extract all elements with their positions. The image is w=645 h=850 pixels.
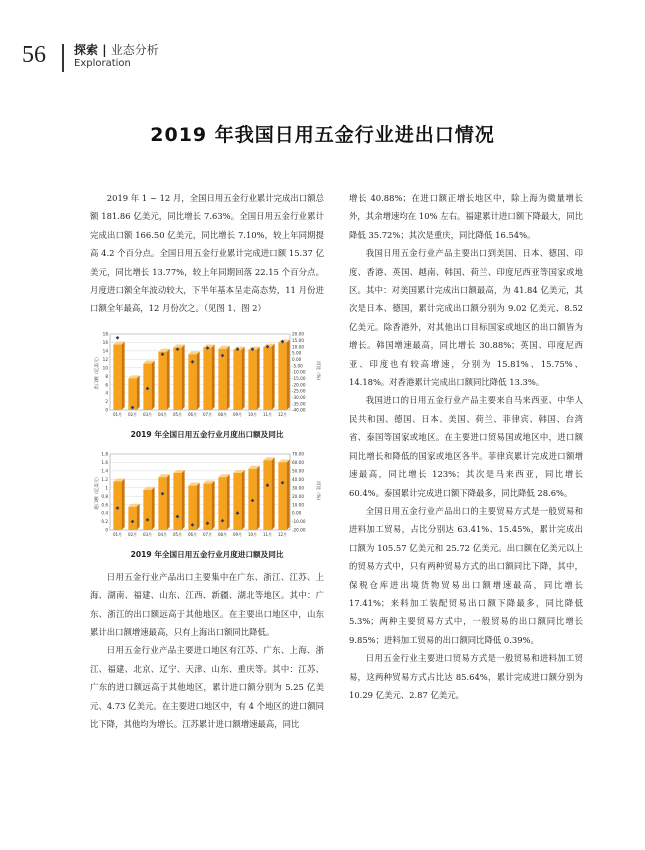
y-tick-label: 1.8: [101, 451, 108, 457]
bar-side: [182, 344, 185, 409]
y2-tick-label: 5.00: [292, 350, 302, 356]
paragraph: 日用五金行业主要进口贸易方式是一般贸易和进料加工贸易，这两种贸易方式占比达 85.64%，累计完成进口额分别为 10.29 亿美元、2.87 亿美元。: [349, 653, 583, 700]
chart-caption: 2019 年全国日用五金行业月度进口额及同比: [130, 549, 284, 559]
bar-side: [212, 480, 215, 529]
y-axis-title: 进口额（亿美元）: [95, 474, 100, 510]
header-divider: [62, 44, 64, 72]
y-tick-label: 1.2: [101, 476, 108, 482]
y2-tick-label: 15.00: [292, 337, 304, 343]
bar-side: [152, 360, 155, 409]
y-tick-label: 4: [105, 390, 108, 396]
bar-side: [137, 504, 140, 530]
bar: [263, 347, 271, 410]
x-tick-label: 05月: [172, 411, 183, 417]
y2-tick-label: 10.00: [292, 344, 304, 350]
paragraph: 日用五金行业产品主要进口地区有江苏、广东、上海、浙江、福建、北京、辽宁、天津、山东、重庆等。其中：江苏、广东的进口额远高于其他地区，累计进口额分别为 5.25 亿美元、4.73 亿美元。在主要进口地区中，有 4 个地区的进口额同比下降，其他均为增长。江苏累计进口额增速最高，同比: [90, 645, 324, 730]
bar-side: [287, 459, 290, 530]
y2-tick-label: 60.00: [292, 459, 304, 465]
bar-side: [167, 474, 170, 530]
bar-side: [287, 339, 290, 410]
paragraph: 2019 年 1 ~ 12 月，全国日用五金行业累计完成出口额总额 181.86 亿美元，同比增长 7.63%。全国日用五金行业累计完成出口额 166.50 亿美元，同比增长 7.10%，较上年同期提高 4.2 个百分点。全国日用五金行业累计完成进口额 15.37 亿美元，同比增长 13.77%，较上年同期回落 22.15 个百分点。月度进口额全年波动较大，下半年基本呈走高态势，11 月份进口额全年最高，12 月份次之。（见图 1、图 2）: [90, 193, 324, 314]
bar: [233, 473, 241, 530]
x-tick-label: 03月: [142, 531, 153, 537]
bar-side: [227, 474, 230, 530]
bar: [128, 507, 136, 530]
y2-tick-label: 30.00: [292, 485, 304, 491]
bar-side: [152, 487, 155, 530]
bar-side: [197, 483, 200, 530]
x-tick-label: 03月: [142, 411, 153, 417]
x-tick-label: 02月: [127, 531, 138, 537]
bar-side: [122, 341, 125, 409]
y2-tick-label: 40.00: [292, 476, 304, 482]
y-tick-label: 12: [102, 356, 108, 362]
bar: [128, 378, 136, 410]
y-tick-label: 8: [105, 373, 108, 379]
y2-tick-label: 20.00: [292, 331, 304, 337]
x-tick-label: 04月: [157, 411, 168, 417]
bar-side: [272, 344, 275, 410]
y-tick-label: 1.6: [101, 459, 108, 465]
y-tick-label: 0.6: [101, 502, 108, 508]
bar-side: [197, 351, 200, 410]
y-tick-label: 14: [102, 348, 108, 354]
bar: [203, 347, 211, 409]
bar: [233, 349, 241, 409]
x-tick-label: 04月: [157, 531, 168, 537]
bar-side: [272, 457, 275, 530]
section-name: 探索: [74, 43, 99, 57]
y2-tick-label: -15.00: [292, 375, 306, 381]
y-axis-title: 出口额（亿美元）: [95, 354, 100, 390]
left-column: [90, 189, 324, 734]
x-tick-label: 08月: [217, 531, 228, 537]
bar-side: [242, 346, 245, 409]
x-tick-label: 09月: [232, 411, 243, 417]
bar-side: [227, 346, 230, 410]
y-tick-label: 10: [102, 365, 108, 371]
y2-tick-label: -5.00: [292, 363, 303, 369]
x-tick-label: 08月: [217, 411, 228, 417]
x-tick-label: 09月: [232, 531, 243, 537]
bar-side: [257, 466, 260, 530]
y-tick-label: 2: [105, 398, 108, 404]
right-column: [349, 189, 583, 704]
y-tick-label: 0.2: [101, 518, 108, 524]
x-tick-label: 06月: [187, 411, 198, 417]
y-tick-label: 6: [105, 382, 108, 388]
subsection-name: 业态分析: [110, 43, 159, 57]
paragraph: 日用五金行业产品出口主要集中在广东、浙江、江苏、上海、湖南、福建、山东、江西、新疆、湖北等地区。其中：广东、浙江的出口额远高于其他地区。在主要出口地区中，山东累计出口额增速最高，只有上海出口额同比降低。: [90, 571, 324, 638]
article-title: 2019 年我国日用五金行业进出口情况: [150, 124, 495, 146]
y2-tick-label: 0.00: [292, 510, 302, 516]
y-tick-label: 16: [102, 339, 108, 345]
y2-tick-label: 20.00: [292, 493, 304, 499]
bar: [218, 349, 226, 410]
y2-tick-label: -35.00: [292, 401, 306, 407]
bar: [158, 477, 166, 530]
bar-side: [122, 478, 125, 530]
y2-tick-label: 70.00: [292, 451, 304, 457]
bar: [113, 481, 121, 530]
y-tick-label: 1: [105, 485, 108, 491]
y2-axis-title: 同比（%）: [315, 360, 320, 383]
y-tick-label: 0: [105, 527, 108, 533]
y2-tick-label: 10.00: [292, 502, 304, 508]
export-chart: [90, 328, 324, 428]
y2-tick-label: -25.00: [292, 388, 306, 394]
y2-tick-label: -20.00: [292, 527, 306, 533]
bar: [278, 342, 286, 410]
x-tick-label: 11月: [262, 531, 273, 537]
bar: [113, 344, 121, 409]
import-chart: [90, 448, 324, 548]
x-tick-label: 10月: [247, 411, 258, 417]
chart-caption: 2019 年全国日用五金行业月度出口额及同比: [130, 429, 284, 439]
bar: [263, 460, 271, 530]
y2-tick-label: -10.00: [292, 518, 306, 524]
x-tick-label: 06月: [187, 531, 198, 537]
x-tick-label: 07月: [202, 531, 213, 537]
y2-tick-label: -10.00: [292, 369, 306, 375]
y2-tick-label: 50.00: [292, 468, 304, 474]
y-tick-label: 0: [105, 407, 108, 413]
y-tick-label: 0.8: [101, 493, 108, 499]
bar-side: [242, 470, 245, 530]
x-tick-label: 01月: [112, 531, 123, 537]
paragraph: 增长 40.88%；在进口额正增长地区中，除上海为微量增长外，其余增速均在 10% 左右。福建累计进口额下降最大，同比降低 35.72%；其次是重庆，同比降低 16.54%。: [349, 193, 583, 240]
y2-tick-label: -30.00: [292, 394, 306, 400]
y2-tick-label: -40.00: [292, 407, 306, 413]
y-tick-label: 18: [102, 331, 108, 337]
paragraph: 我国进口的日用五金行业产品主要来自马来西亚、中华人民共和国、德国、日本、美国、荷兰、菲律宾、韩国、台湾省、泰国等国家或地区。在主要进口贸易国或地区中，进口额同比增长和降低的国家或地区各半。菲律宾累计完成进口额增速最高，同比增长 123%；其次是马来西亚，同比增长 60.4%。泰国累计完成进口额下降最多，同比降低 28.6%。: [349, 395, 583, 498]
bar: [143, 490, 151, 530]
bar: [173, 473, 181, 530]
section-english: Exploration: [74, 58, 131, 69]
page-number: 56: [22, 42, 46, 68]
bar-side: [167, 349, 170, 410]
x-tick-label: 05月: [172, 531, 183, 537]
bar: [248, 349, 256, 409]
y2-tick-label: -20.00: [292, 382, 306, 388]
x-tick-label: 12月: [277, 411, 288, 417]
x-tick-label: 02月: [127, 411, 138, 417]
y-tick-label: 0.4: [101, 510, 108, 516]
y2-axis-title: 同比（%）: [315, 480, 320, 503]
spacer: [90, 318, 324, 326]
section-label: 探索 | 业态分析: [74, 43, 159, 57]
paragraph: 我国日用五金行业产品主要出口到美国、日本、德国、印度、香港、英国、越南、韩国、荷兰、印度尼西亚等国家或地区。其中：对美国累计完成出口额最高，为 41.84 亿美元，其次是日本、德国，累计完成出口额分别为 9.02 亿美元、8.52 亿美元。除香港外，对其他出口目标国家或地区的出口额皆为增长。韩国增速最高，同比增长 30.88%；英国、印度尼西亚、印度也有较高增速，分别为 15.81%、15.75%、14.18%。对香港累计完成出口额同比降低 13.3%。: [349, 248, 583, 388]
bar: [173, 347, 181, 409]
x-tick-label: 07月: [202, 411, 213, 417]
x-tick-label: 01月: [112, 411, 123, 417]
x-tick-label: 11月: [262, 411, 273, 417]
bar: [158, 352, 166, 410]
bar-side: [212, 344, 215, 409]
paragraph: 全国日用五金行业产品出口的主要贸易方式是一般贸易和进料加工贸易，占比分别达 63.41%、15.45%，累计完成出口额为 105.57 亿美元和 25.72 亿美元。出口额在亿美元以上的贸易方式中，只有两种贸易方式的出口额同比下降，其中，保税仓库进出境货物贸易出口额增速最高，同比增长 17.41%；来料加工装配贸易出口额下降最多，同比降低 5.3%；两种主要贸易方式中，一般贸易的出口额同比增长 9.85%；进料加工贸易的出口额同比降低 0.39%。: [349, 505, 583, 645]
x-tick-label: 12月: [277, 531, 288, 537]
bar-side: [182, 470, 185, 530]
bar: [278, 462, 286, 530]
y-tick-label: 1.4: [101, 468, 108, 474]
x-tick-label: 10月: [247, 531, 258, 537]
y2-tick-label: 0.00: [292, 356, 302, 362]
bar-side: [137, 375, 140, 410]
bar-side: [257, 346, 260, 409]
